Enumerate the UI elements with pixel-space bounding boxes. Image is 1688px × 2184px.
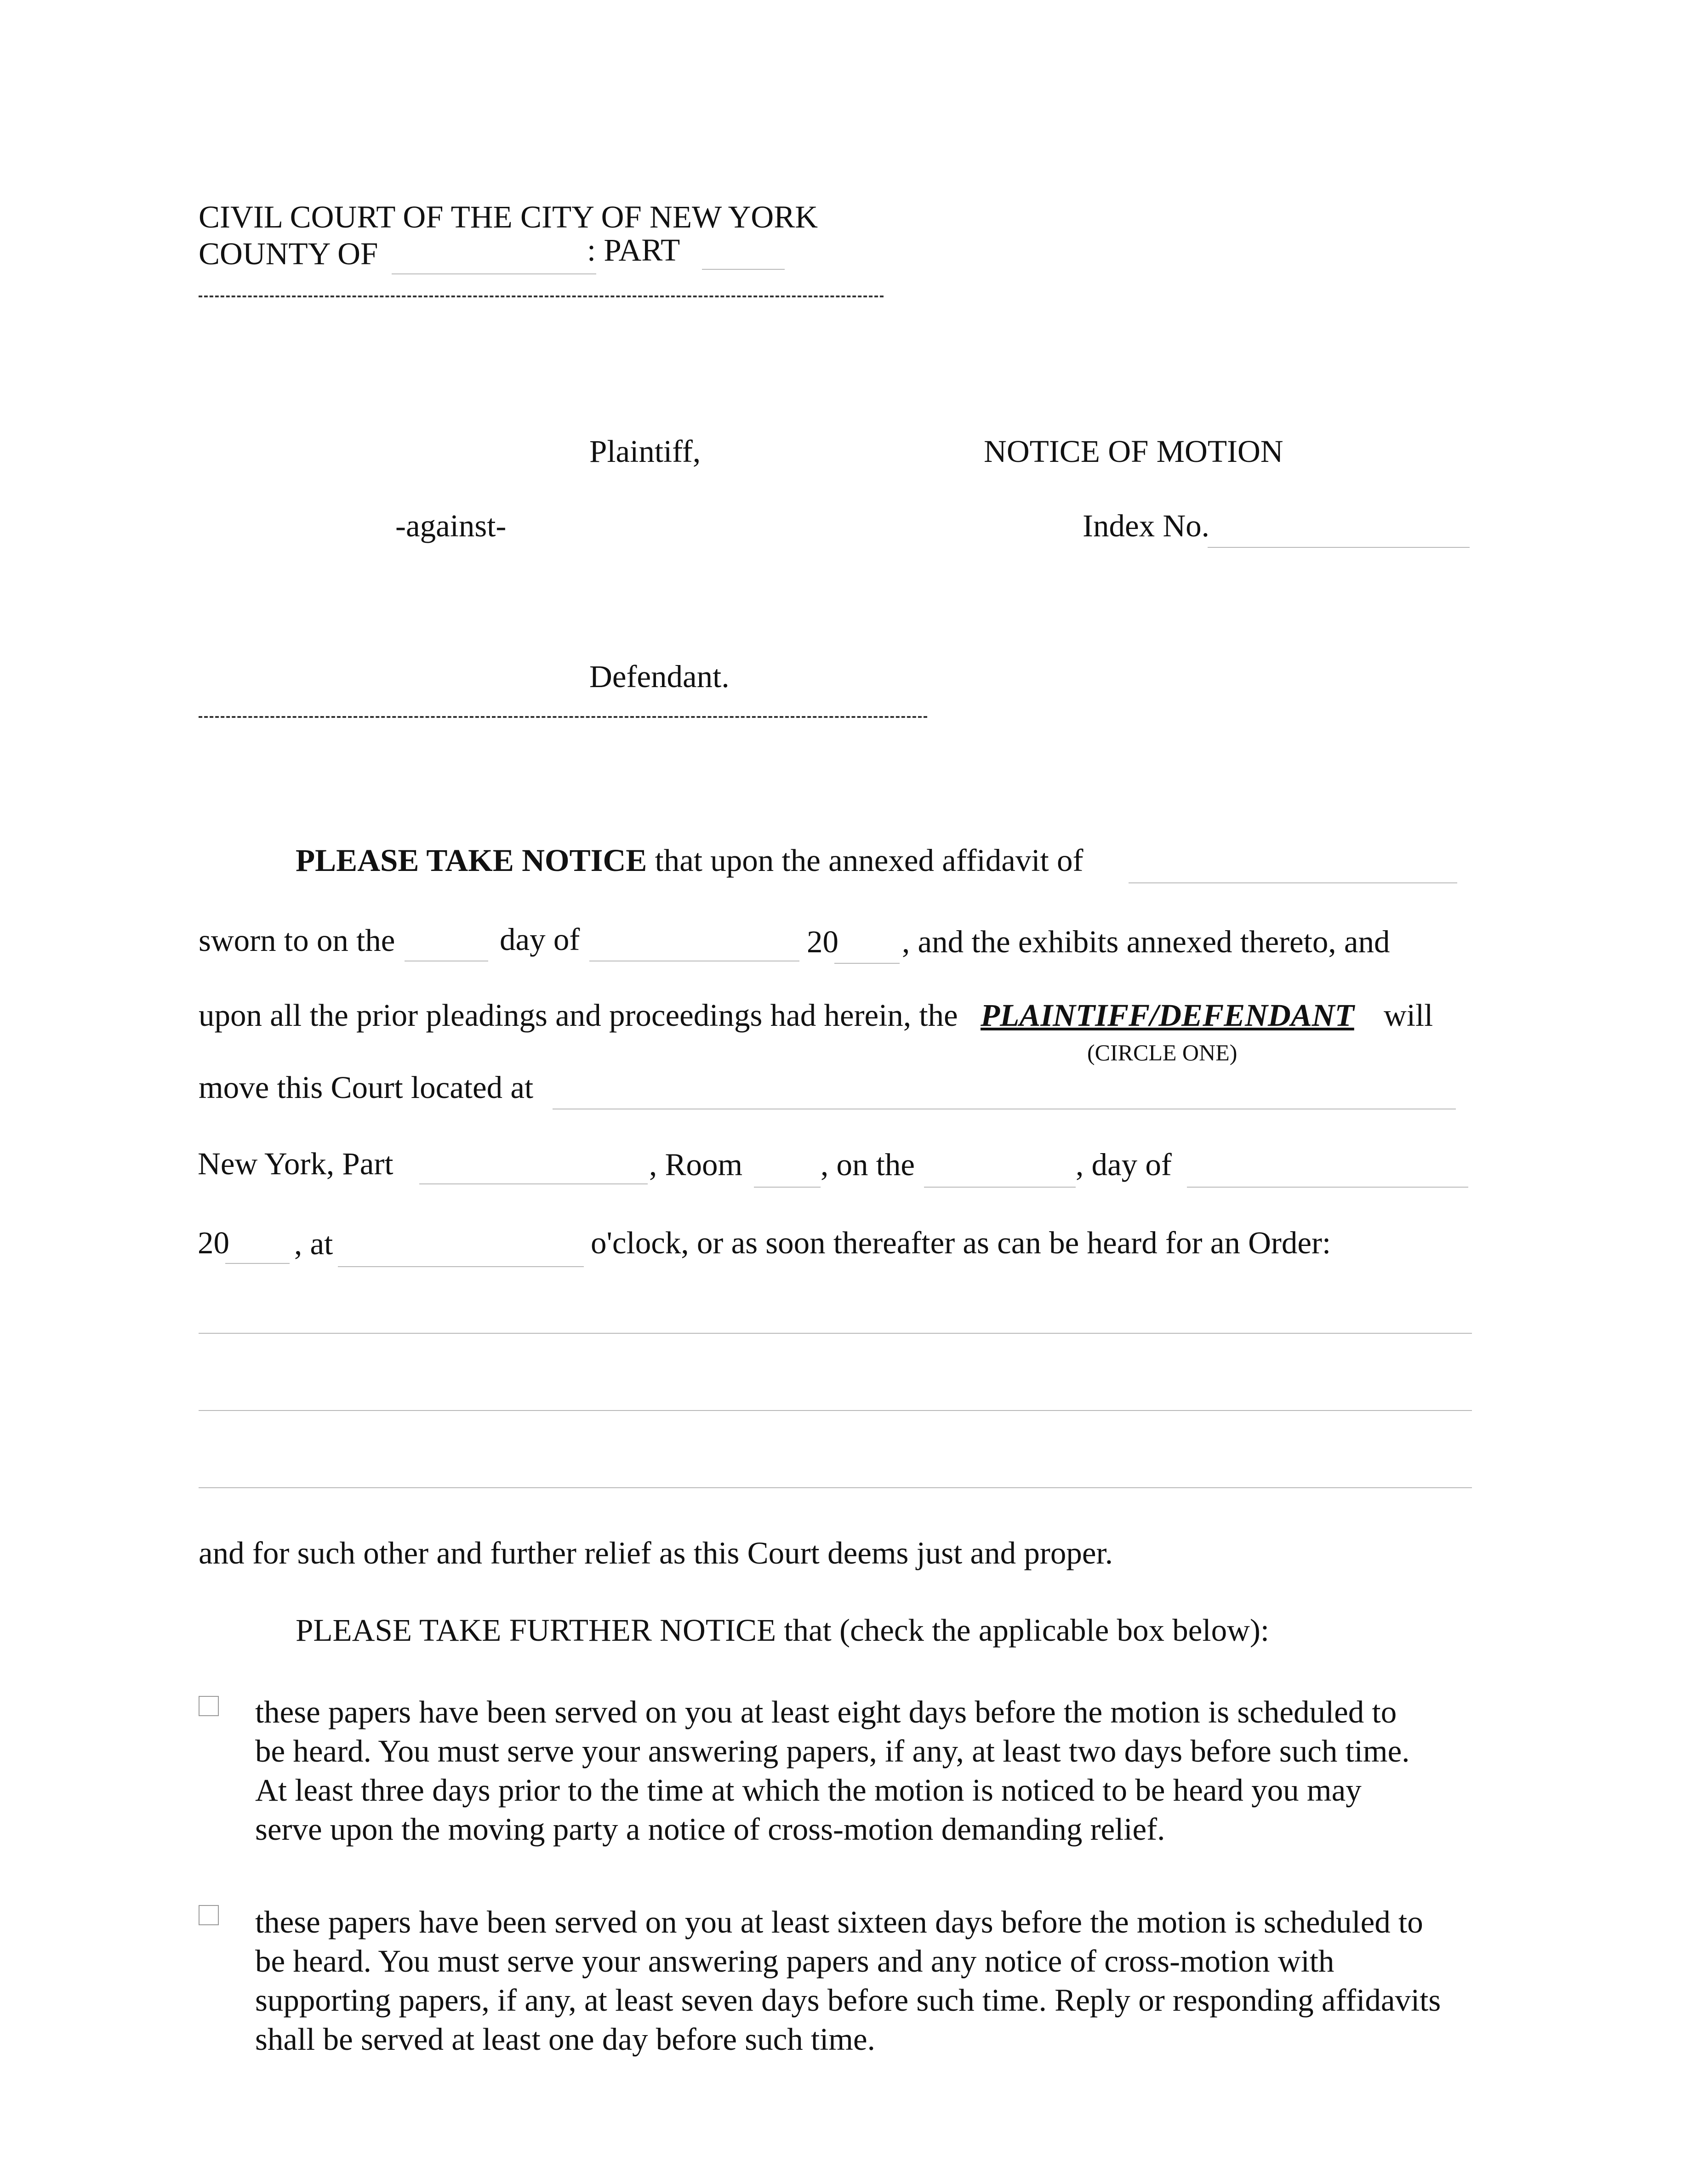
affiant-name-field[interactable] — [1129, 855, 1457, 883]
part-line-label: New York, Part — [198, 1146, 393, 1181]
county-label: COUNTY OF — [199, 236, 378, 271]
option-line: these papers have been served on you at least sixteen days before the motion is scheduled to — [255, 1905, 1423, 1939]
year-prefix: 20 — [807, 924, 838, 959]
caption-divider-top — [199, 296, 884, 297]
on-the-label: , on the — [821, 1147, 915, 1182]
document-title: NOTICE OF MOTION — [984, 434, 1283, 469]
party-choice[interactable]: PLAINTIFF/DEFENDANT — [981, 998, 1354, 1033]
will-text: will — [1384, 998, 1433, 1033]
motion-month-field[interactable] — [1187, 1159, 1468, 1188]
option-line: these papers have been served on you at least eight days before the motion is scheduled to — [255, 1695, 1397, 1729]
sworn-label: sworn to on the — [199, 923, 395, 958]
circle-one-note: (CIRCLE ONE) — [1087, 1040, 1237, 1065]
option-line: be heard. You must serve your answering papers, if any, at least two days before such time. — [255, 1734, 1410, 1769]
motion-year-field[interactable] — [225, 1235, 290, 1264]
motion-year-prefix: 20 — [198, 1225, 229, 1260]
index-number-label: Index No. — [1083, 508, 1209, 543]
option-line: shall be served at least one day before such time. — [255, 2022, 875, 2057]
option-sixteen-days-text — [255, 1903, 1496, 2059]
sworn-year-field[interactable] — [834, 935, 900, 964]
plaintiff-label: Plaintiff, — [589, 434, 701, 469]
notice-heading: PLEASE TAKE NOTICE — [296, 843, 647, 878]
exhibits-text: , and the exhibits annexed thereto, and — [902, 924, 1390, 959]
court-location-label: move this Court located at — [199, 1070, 534, 1105]
at-label: , at — [294, 1226, 333, 1261]
order-relief-line-2[interactable] — [199, 1382, 1472, 1411]
defendant-label: Defendant. — [589, 659, 730, 694]
sworn-day-field[interactable] — [405, 933, 488, 961]
further-notice-heading: PLEASE TAKE FURTHER NOTICE that (check the applicable box below): — [296, 1613, 1270, 1648]
caption-divider-bottom — [199, 716, 927, 718]
notice-text: that upon the annexed affidavit of — [655, 843, 1084, 878]
further-relief-text: and for such other and further relief as this Court deems just and proper. — [199, 1536, 1113, 1570]
court-name: CIVIL COURT OF THE CITY OF NEW YORK — [199, 199, 818, 234]
room-field[interactable] — [754, 1159, 821, 1188]
pleadings-text: upon all the prior pleadings and proceedings had herein, the — [199, 998, 958, 1033]
part-field[interactable] — [702, 241, 785, 270]
option-line: serve upon the moving party a notice of cross-motion demanding relief. — [255, 1812, 1165, 1847]
sworn-month-field[interactable] — [589, 933, 799, 961]
option-eight-days-checkbox[interactable] — [199, 1696, 219, 1716]
option-line: supporting papers, if any, at least seven days before such time. Reply or responding affidavits — [255, 1983, 1441, 2018]
option-line: At least three days prior to the time at which the motion is noticed to be heard you may — [255, 1773, 1362, 1808]
index-number-field[interactable] — [1208, 519, 1470, 548]
county-field[interactable] — [392, 246, 596, 274]
option-eight-days-text — [255, 1693, 1487, 1849]
order-relief-line-1[interactable] — [199, 1305, 1472, 1334]
option-sixteen-days-checkbox[interactable] — [199, 1905, 219, 1925]
part-label: : PART — [587, 233, 680, 267]
notice-paragraph-line1 — [296, 845, 1083, 876]
order-relief-line-3[interactable] — [199, 1460, 1472, 1488]
against-label: -against- — [395, 508, 507, 543]
room-label: , Room — [649, 1147, 743, 1182]
motion-day-of-label: , day of — [1076, 1147, 1172, 1182]
motion-day-field[interactable] — [924, 1159, 1076, 1188]
motion-time-field[interactable] — [338, 1239, 584, 1267]
court-part-field[interactable] — [419, 1156, 648, 1184]
day-of-label: day of — [500, 922, 580, 957]
order-text: o'clock, or as soon thereafter as can be heard for an Order: — [591, 1225, 1331, 1260]
option-line: be heard. You must serve your answering papers and any notice of cross-motion with — [255, 1944, 1334, 1979]
court-location-field[interactable] — [553, 1081, 1456, 1109]
